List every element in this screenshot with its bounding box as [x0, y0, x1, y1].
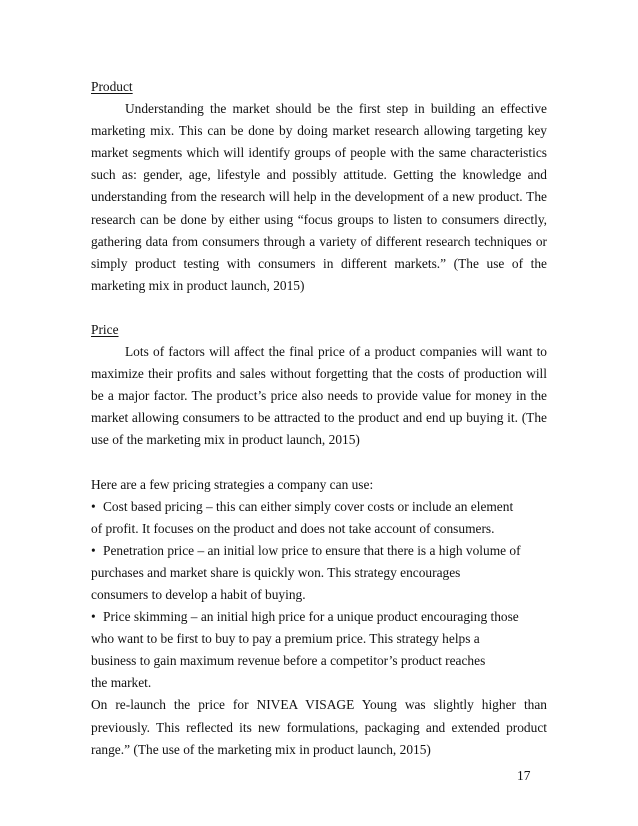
price-heading: Price — [91, 321, 119, 337]
penetration-line-1: Penetration price – an initial low price to ensure that there is a high volume of — [103, 542, 521, 558]
strategy-cost-based — [91, 496, 547, 540]
bullet-icon: • — [91, 498, 96, 514]
skimming-line-2: who want to be first to buy to pay a premium price. This strategy helps a — [91, 631, 480, 647]
cost-line-1: Cost based pricing – this can either simply cover costs or include an element — [103, 498, 514, 514]
skimming-line-1: Price skimming – an initial high price for a unique product encouraging those — [103, 609, 519, 625]
skimming-line-4: the market. — [91, 675, 152, 691]
skimming-line-3: business to gain maximum revenue before a competitor’s product reaches — [91, 653, 486, 669]
relaunch-paragraph: On re-launch the price for NIVEA VISAGE Young was slightly higher than previously. This reflected its new formulations, packaging and extended product range.” (The use of the marketing mix in product launch, 2015) — [91, 697, 547, 757]
product-heading: Product — [91, 79, 133, 94]
strategy-skimming — [91, 606, 547, 694]
bullet-icon: • — [91, 609, 96, 625]
strategies-intro: Here are a few pricing strategies a company can use: — [91, 476, 374, 492]
document-body — [91, 76, 547, 761]
section-spacer — [91, 452, 547, 474]
product-paragraph: Understanding the market should be the first step in building an effective marketing mix. This can be done by doing market research allowing targeting key market segments which will identify groups of people with the same characteristics such as: gender, age, lifestyle and possibly attitude. Getting the knowledge and understanding from the research will help in the development of a new product. The research can be done by either using “focus groups to listen to consumers directly, gathering data from consumers through a variety of different research techniques or simply product testing with consumers in different markets.” (The use of the marketing mix in product launch, 2015) — [91, 101, 547, 293]
page-number: 17 — [517, 768, 531, 783]
section-spacer — [91, 297, 547, 319]
strategy-penetration — [91, 540, 547, 606]
cost-line-2: of profit. It focuses on the product and does not take account of consumers. — [91, 520, 495, 536]
penetration-line-3: consumers to develop a habit of buying. — [91, 586, 306, 602]
penetration-line-2: purchases and market share is quickly won. This strategy encourages — [91, 564, 461, 580]
bullet-icon: • — [91, 542, 96, 558]
price-paragraph: Lots of factors will affect the final price of a product companies will want to maximize their profits and sales without forgetting that the costs of production will be a major factor. The product’s price also needs to provide value for money in the market allowing consumers to be attracted to the product and end up buying it. (The use of the marketing mix in product launch, 2015) — [91, 344, 547, 448]
